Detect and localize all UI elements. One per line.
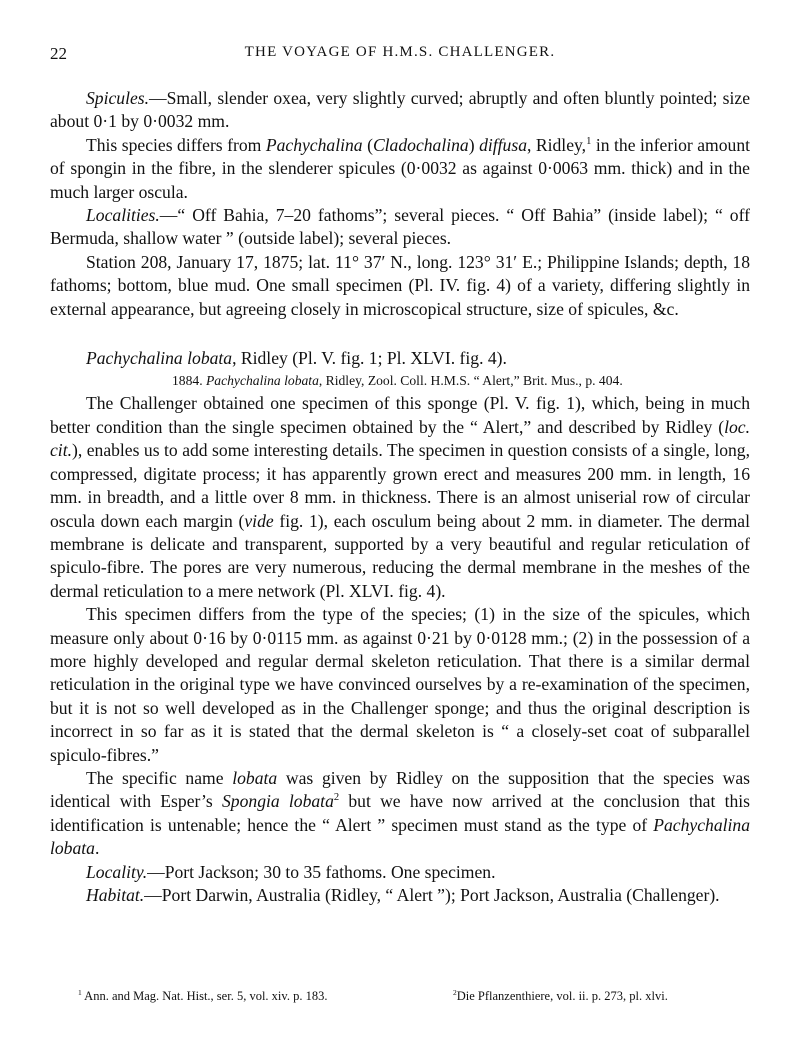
paragraph-habitat — [50, 884, 750, 907]
page-number: 22 — [50, 44, 67, 63]
spicules-label: Spicules. — [86, 88, 150, 108]
paragraph-spicules — [50, 87, 750, 134]
paragraph-station: Station 208, January 17, 1875; lat. 11° 37′ N., long. 123° 31′ E.; Philippine Islands; depth, 18 fathoms; bottom, blue mud. One small specimen (Pl. IV. fig. 4) of a variety, differing slightly in external appearance, but agreeing closely in microscopical structure, size of spicules, &c. — [50, 251, 750, 319]
synonymy-species: Pachychalina lobata — [205, 373, 319, 389]
body-text — [50, 87, 750, 907]
footnote-ref-1: 1 — [586, 135, 592, 147]
footnote-2 — [453, 988, 668, 1004]
localities-label: Localities. — [86, 205, 160, 226]
locality-label: Locality. — [86, 861, 148, 882]
paragraph-localities — [50, 204, 750, 251]
synonymy-line — [50, 370, 750, 392]
footnote-1 — [78, 988, 327, 1004]
specific-name-spongia: Spongia lobata — [222, 791, 334, 812]
paragraph-locality — [50, 861, 750, 884]
document-page — [50, 44, 750, 907]
specific-name-text-d: . — [94, 838, 100, 859]
specific-name-lobata: lobata — [232, 767, 278, 788]
description-loc-cit: loc. cit. — [50, 416, 750, 461]
comparison-text-a: This species differs from — [86, 134, 266, 155]
footnote-2-marker: 2 — [453, 987, 457, 997]
localities-text: —“ Off Bahia, 7–20 fathoms”; several pieces. “ Off Bahia” (inside label); “ off Bermuda, shallow water ” (outside label); several pieces. — [50, 205, 750, 249]
comparison-species: diffusa — [479, 134, 527, 155]
section-gap — [50, 321, 750, 347]
specific-name-text-a: The specific name — [86, 767, 233, 788]
paragraph-description — [50, 392, 750, 603]
species-heading-rest: , Ridley (Pl. V. fig. 1; Pl. XLVI. fig. 4). — [232, 348, 507, 369]
footnote-1-marker: 1 — [78, 987, 82, 997]
locality-text: —Port Jackson; 30 to 35 fathoms. One specimen. — [147, 861, 496, 882]
paragraph-specific-name — [50, 767, 750, 861]
footnote-1-text: Ann. and Mag. Nat. Hist., ser. 5, vol. xiv. p. 183. — [81, 989, 328, 1003]
comparison-paren: ( — [362, 134, 373, 155]
paragraph-comparison — [50, 134, 750, 204]
paragraph-differences: This specimen differs from the type of the species; (1) in the size of the spicules, which measure only about 0·16 by 0·0115 mm. as against 0·21 by 0·0128 mm.; (2) in the possession of a more highly developed and regular dermal skeleton reticulation. That there is a similar dermal reticulation in the original type we have convinced ourselves by a re-examination of the specimen, but it is not so well developed as in the Challenger sponge; and thus the original description is incorrect in so far as it is stated that the dermal skeleton is “ a closely-set coat of subparallel spiculo-fibres.” — [50, 604, 750, 765]
description-text-b: ), enables us to add some interesting details. The specimen in question consists of a single, long, compressed, digitate process; it has apparently grown erect and measures 200 mm. in length, 16 mm. in breadth, and a little over 8 mm. in thickness. There is an almost uniserial row of circular oscula down each margin ( — [50, 440, 750, 531]
comparison-close: ) — [468, 134, 480, 155]
footnote-2-text: Die Pflanzenthiere, vol. ii. p. 273, pl. xlvi. — [456, 989, 668, 1003]
description-vide: vide — [244, 510, 274, 531]
species-heading — [50, 347, 750, 370]
running-title: THE VOYAGE OF H.M.S. CHALLENGER. — [244, 44, 556, 60]
comparison-subgenus: Cladochalina — [372, 134, 469, 155]
specific-name-species: Pachychalina lobata — [50, 814, 750, 859]
spicules-text: —Small, slender oxea, very slightly curved; abruptly and often bluntly pointed; size about 0·1 by 0·0032 mm. — [50, 88, 750, 132]
description-text-c: fig. 1), each osculum being about 2 mm. in diameter. The dermal membrane is delicate and transparent, supported by a very beautiful and regular reticulation of spiculo-fibre. The pores are very numerous, reducing the dermal membrane in the meshes of the dermal reticulation to a mere network (Pl. XLVI. fig. 4). — [50, 510, 750, 601]
specific-name-text-b: was given by Ridley on the supposition that the species was identical with Esper’s — [50, 767, 751, 812]
species-heading-name: Pachychalina lobata — [86, 348, 233, 369]
description-text-a: The Challenger obtained one specimen of this sponge (Pl. V. fig. 1), which, being in much better condition than the single specimen obtained by the “ Alert,” and described by Ridley ( — [50, 393, 750, 437]
synonymy-rest: , Ridley, Zool. Coll. H.M.S. “ Alert,” Brit. Mus., p. 404. — [318, 373, 623, 389]
habitat-label: Habitat. — [86, 885, 145, 905]
synonymy-year: 1884. — [172, 373, 206, 389]
comparison-text-b: , Ridley, — [527, 134, 587, 155]
specific-name-text-c: but we have now arrived at the conclusion that this identification is untenable; hence the “ Alert ” specimen must stand as the type of — [50, 791, 750, 835]
habitat-text: —Port Darwin, Australia (Ridley, “ Alert ”); Port Jackson, Australia (Challenger). — [144, 885, 720, 905]
comparison-genus: Pachychalina — [265, 134, 363, 155]
footnote-ref-2: 2 — [333, 792, 340, 804]
page-header — [50, 44, 750, 68]
comparison-text-c: in the inferior amount of spongin in the fibre, in the slenderer spicules (0·0032 as against 0·0063 mm. thick) and in the much larger oscula. — [50, 134, 751, 202]
